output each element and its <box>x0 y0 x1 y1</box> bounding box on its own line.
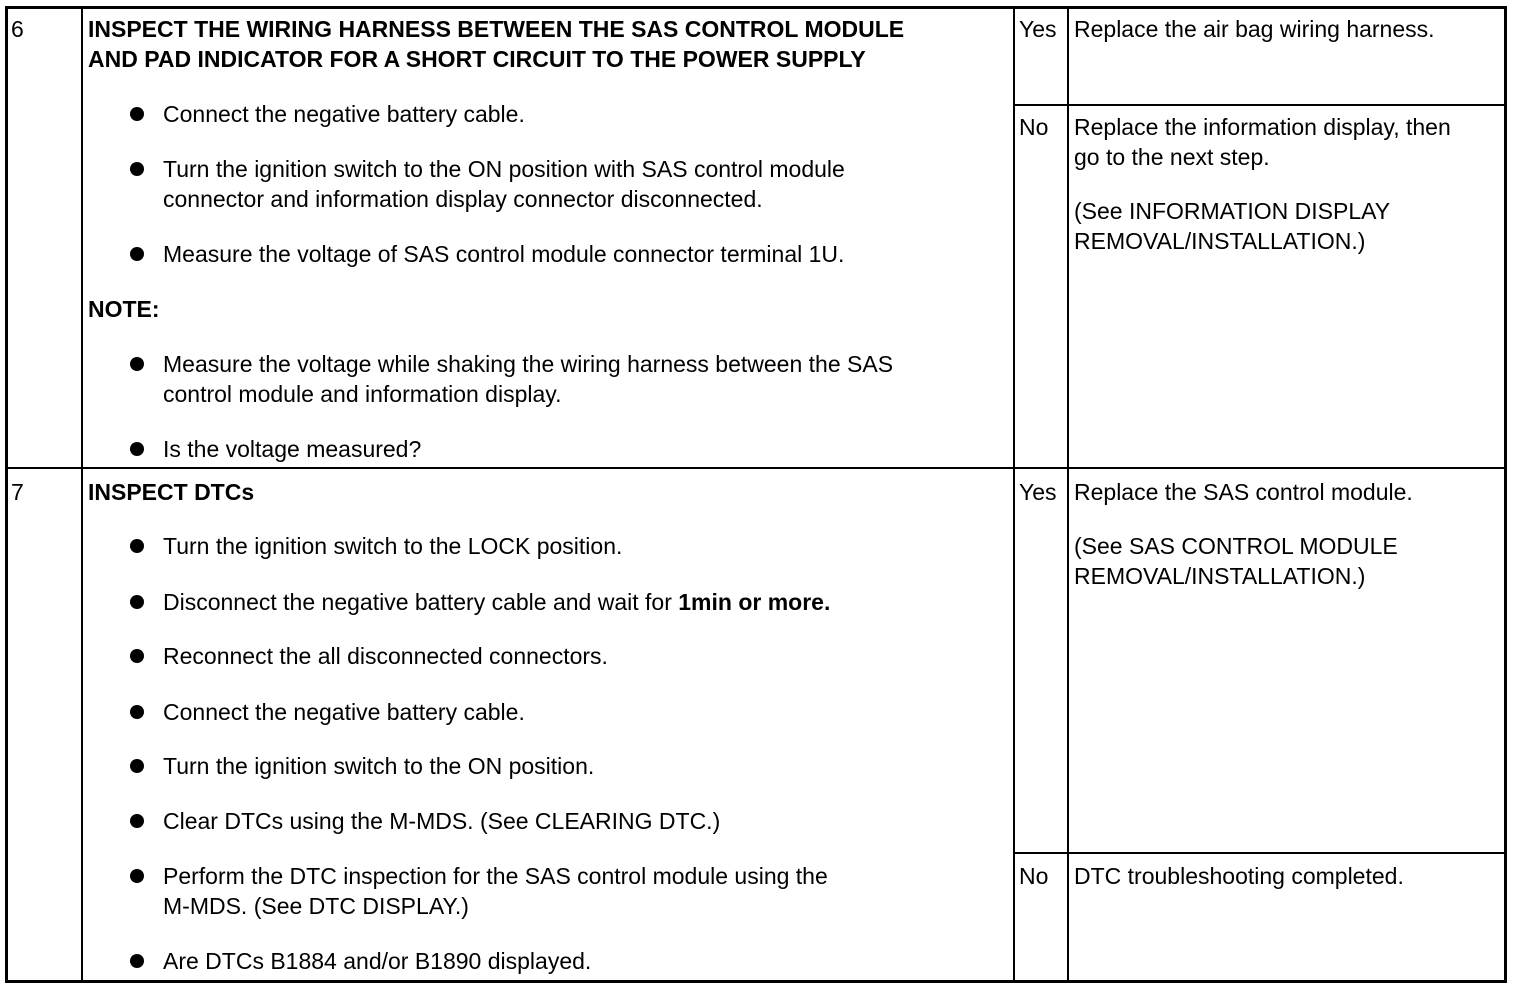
instruction-text: Perform the DTC inspection for the SAS control module using the <box>163 863 828 889</box>
bullet-icon <box>130 595 144 609</box>
instruction-text: Turn the ignition switch to the LOCK position. <box>163 533 623 559</box>
instruction-text: Measure the voltage of SAS control module connector terminal 1U. <box>163 241 845 267</box>
no-action: DTC troubleshooting completed. <box>1074 863 1404 889</box>
step-title-line: AND PAD INDICATOR FOR A SHORT CIRCUIT TO THE POWER SUPPLY <box>88 46 866 72</box>
instruction-text: Clear DTCs using the M-MDS. (See CLEARING DTC.) <box>163 808 721 834</box>
reference-link: REMOVAL/INSTALLATION.) <box>1074 228 1366 254</box>
instruction-text: Reconnect the all disconnected connectors. <box>163 643 608 669</box>
note-label: NOTE: <box>88 296 160 322</box>
column-divider-inspection <box>1013 6 1015 983</box>
bullet-icon <box>130 814 144 828</box>
yes-label: Yes <box>1019 479 1057 505</box>
instruction-text: Turn the ignition switch to the ON position with SAS control module <box>163 156 845 182</box>
instruction-text-part: Disconnect the negative battery cable and wait for <box>163 589 679 615</box>
reference-link: REMOVAL/INSTALLATION.) <box>1074 563 1366 589</box>
no-action: Replace the information display, then <box>1074 114 1451 140</box>
no-label: No <box>1019 863 1049 889</box>
instruction-text: Measure the voltage while shaking the wiring harness between the SAS <box>163 351 894 377</box>
step-title-line: INSPECT THE WIRING HARNESS BETWEEN THE SAS CONTROL MODULE <box>88 16 905 42</box>
bullet-icon <box>130 357 144 371</box>
instruction-text: M-MDS. (See DTC DISPLAY.) <box>163 893 469 919</box>
instruction-text <box>163 587 830 617</box>
bullet-icon <box>130 162 144 176</box>
yes-no-divider-step7 <box>1013 852 1507 854</box>
reference-link: (See SAS CONTROL MODULE <box>1074 533 1398 559</box>
column-divider-result <box>1067 6 1069 983</box>
bullet-icon <box>130 539 144 553</box>
bullet-icon <box>130 442 144 456</box>
wait-time-emphasis: 1min or more. <box>678 589 831 615</box>
bullet-icon <box>130 649 144 663</box>
instruction-text: Connect the negative battery cable. <box>163 101 525 127</box>
yes-label: Yes <box>1019 16 1057 42</box>
bullet-icon <box>130 759 144 773</box>
reference-link: (See INFORMATION DISPLAY <box>1074 198 1391 224</box>
bullet-icon <box>130 247 144 261</box>
no-action: go to the next step. <box>1074 144 1270 170</box>
instruction-text: Connect the negative battery cable. <box>163 699 525 725</box>
bullet-icon <box>130 869 144 883</box>
bullet-icon <box>130 107 144 121</box>
column-divider-step <box>81 6 83 983</box>
instruction-text: control module and information display. <box>163 381 562 407</box>
no-label: No <box>1019 114 1049 140</box>
instruction-text: connector and information display connector disconnected. <box>163 186 763 212</box>
step-number: 6 <box>11 16 24 42</box>
step-title: INSPECT DTCs <box>88 479 255 505</box>
row-divider <box>5 467 1507 469</box>
instruction-text: Turn the ignition switch to the ON position. <box>163 753 595 779</box>
bullet-icon <box>130 705 144 719</box>
instruction-text: Are DTCs B1884 and/or B1890 displayed. <box>163 948 592 974</box>
yes-action: Replace the air bag wiring harness. <box>1074 16 1435 42</box>
bullet-icon <box>130 954 144 968</box>
yes-no-divider-step6 <box>1013 104 1507 106</box>
instruction-text: Is the voltage measured? <box>163 436 422 462</box>
yes-action: Replace the SAS control module. <box>1074 479 1413 505</box>
step-number: 7 <box>11 479 24 505</box>
